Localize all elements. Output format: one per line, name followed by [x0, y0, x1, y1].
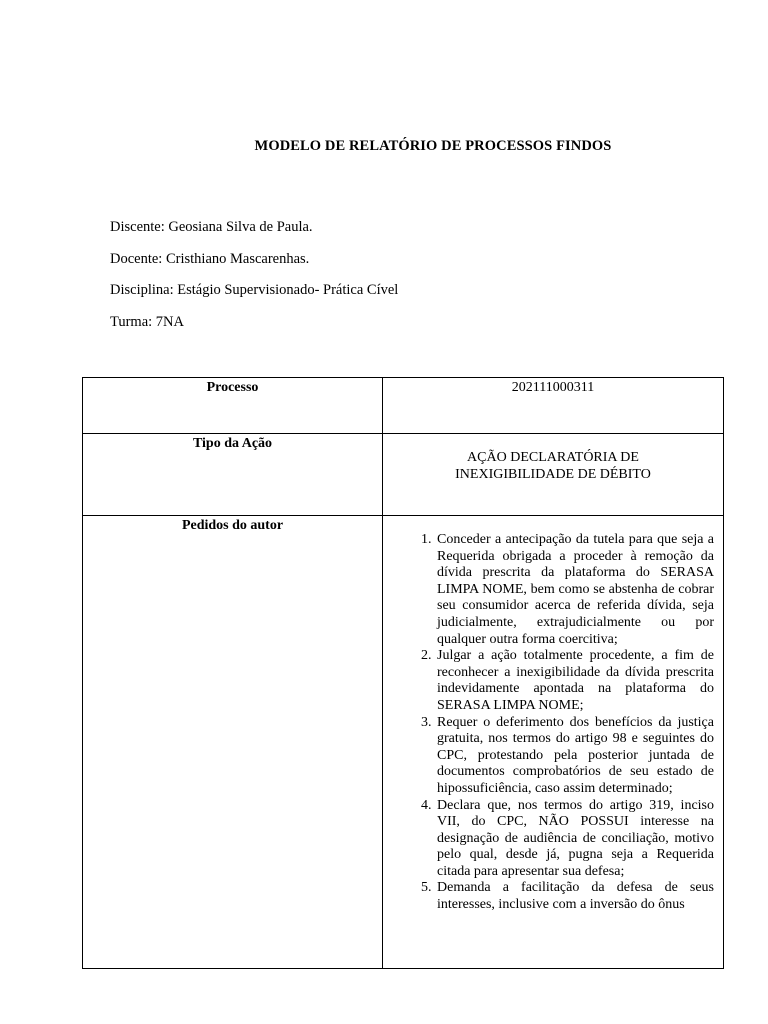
discente-line: Discente: Geosiana Silva de Paula.: [110, 219, 313, 235]
list-item: 2. Julgar a ação totalmente procedente, a fim de reconhecer a inexigibilidade da dívida prescrita indevidamente apontada na plataforma do SERASA LIMPA NOME;: [435, 648, 723, 714]
table-row-pedidos: [83, 516, 724, 969]
document-title: MODELO DE RELATÓRIO DE PROCESSOS FINDOS: [254, 138, 612, 154]
pedidos-content: [383, 532, 723, 951]
process-report-table: [82, 377, 724, 969]
disciplina-line: Disciplina: Estágio Supervisionado- Prática Cível: [110, 282, 399, 298]
turma-line: Turma: 7NA: [110, 314, 184, 330]
tipo-acao-text: AÇÃO DECLARATÓRIA DE INEXIGIBILIDADE DE DÉBITO: [455, 450, 651, 482]
processo-label: Processo: [83, 378, 383, 434]
list-item: 1. Conceder a antecipação da tutela para que seja a Requerida obrigada a proceder à remoção da dívida prescrita da plataforma do SERASA LIMPA NOME, bem como se abstenha de cobrar seu consumidor acerca de referida dívida, seja judicialmente, extrajudicialmente ou por qualquer outra forma coercitiva;: [435, 532, 723, 648]
table-row-tipo: [83, 434, 724, 516]
tipo-acao-value: [383, 434, 724, 516]
list-item: 3. Requer o deferimento dos benefícios da justiça gratuita, nos termos do artigo 98 e seguintes do CPC, protestando pela posterior juntada de documentos comprobatórios de seu estado de hipossuficiência, caso assim determinado;: [435, 715, 723, 798]
list-item: 5. Demanda a facilitação da defesa de seus interesses, inclusive com a inversão do ônus: [435, 880, 723, 913]
docente-line: Docente: Cristhiano Mascarenhas.: [110, 251, 310, 267]
table-row-processo: [83, 378, 724, 434]
pedidos-label: Pedidos do autor: [83, 516, 383, 969]
pedidos-cell: [383, 516, 724, 969]
tipo-acao-label: Tipo da Ação: [83, 434, 383, 516]
list-item: 4. Declara que, nos termos do artigo 319, inciso VII, do CPC, NÃO POSSUI interesse na designação de audiência de conciliação, motivo pelo qual, desde já, pugna seja a Requerida citada para apresentar sua defesa;: [435, 798, 723, 881]
pedidos-list: [383, 532, 723, 914]
processo-value: 202111000311: [383, 378, 724, 434]
